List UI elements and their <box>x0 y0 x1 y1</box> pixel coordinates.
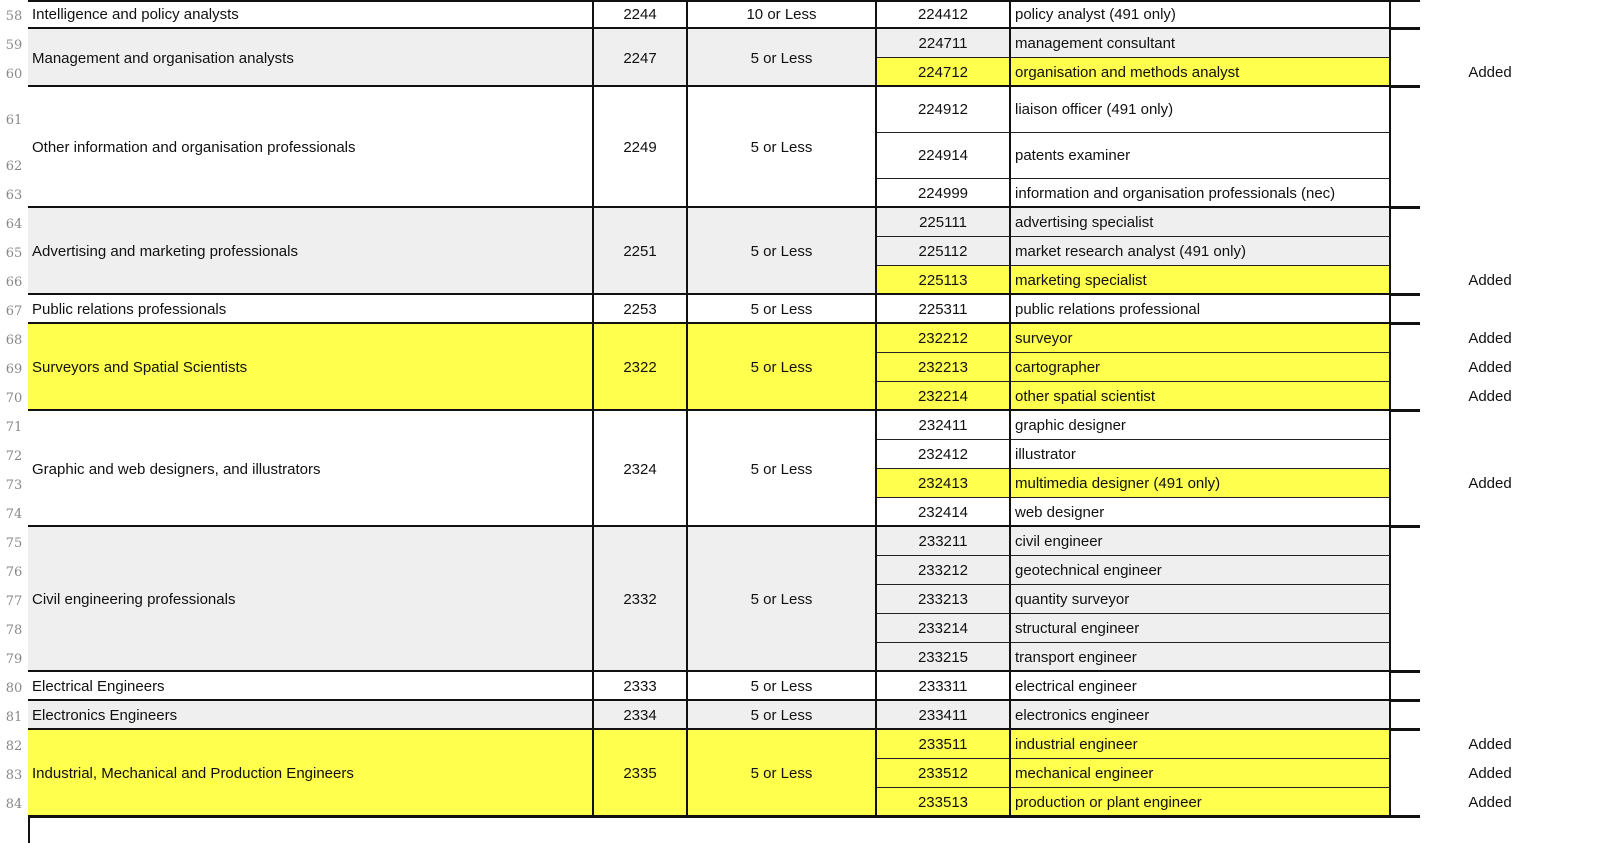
occupation-title-cell[interactable]: illustrator <box>1011 440 1391 469</box>
occupation-code-cell[interactable]: 233511 <box>877 730 1011 759</box>
occupation-code-cell[interactable]: 233212 <box>877 556 1011 585</box>
group-border <box>28 0 1420 2</box>
status-added-cell[interactable]: Added <box>1468 272 1512 289</box>
occupation-title-cell[interactable]: structural engineer <box>1011 614 1391 643</box>
occupation-code-cell[interactable]: 225112 <box>877 237 1011 266</box>
row-number[interactable]: 80 <box>5 681 23 696</box>
group-size-cell[interactable]: 5 or Less <box>688 411 877 527</box>
occupation-title-cell[interactable]: market research analyst (491 only) <box>1011 237 1391 266</box>
group-title-cell[interactable]: Graphic and web designers, and illustrators <box>28 411 594 527</box>
group-title-cell[interactable]: Civil engineering professionals <box>28 527 594 672</box>
occupation-code-cell[interactable]: 224914 <box>877 133 1011 179</box>
occupation-title-cell[interactable]: policy analyst (491 only) <box>1011 0 1391 29</box>
group-size-cell[interactable]: 10 or Less <box>688 0 877 29</box>
row-number[interactable]: 82 <box>5 739 23 754</box>
unit-group-code-cell[interactable]: 2322 <box>594 324 688 411</box>
status-added-cell[interactable]: Added <box>1468 330 1512 347</box>
occupation-title-cell[interactable]: advertising specialist <box>1011 208 1391 237</box>
row-number[interactable]: 62 <box>5 159 23 174</box>
row-number[interactable]: 66 <box>5 275 23 290</box>
occupation-code-cell[interactable]: 224412 <box>877 0 1011 29</box>
group-size-cell[interactable]: 5 or Less <box>688 527 877 672</box>
occupation-code-cell[interactable]: 232414 <box>877 498 1011 527</box>
unit-group-code-cell[interactable]: 2253 <box>594 295 688 324</box>
occupation-title-cell[interactable]: other spatial scientist <box>1011 382 1391 411</box>
occupation-title-cell[interactable]: marketing specialist <box>1011 266 1391 295</box>
occupation-title-cell[interactable]: management consultant <box>1011 29 1391 58</box>
group-title-cell[interactable]: Management and organisation analysts <box>28 29 594 87</box>
row-number[interactable]: 70 <box>5 391 23 406</box>
status-added-cell[interactable]: Added <box>1468 359 1512 376</box>
row-number[interactable]: 71 <box>5 420 23 435</box>
occupation-title-cell[interactable]: web designer <box>1011 498 1391 527</box>
occupation-title-cell[interactable]: civil engineer <box>1011 527 1391 556</box>
group-size-cell[interactable]: 5 or Less <box>688 87 877 208</box>
row-number[interactable]: 76 <box>5 565 23 580</box>
occupation-title-cell[interactable]: mechanical engineer <box>1011 759 1391 788</box>
occupation-code-cell[interactable]: 224999 <box>877 179 1011 208</box>
occupation-code-cell[interactable]: 233311 <box>877 672 1011 701</box>
occupation-code-cell[interactable]: 224711 <box>877 29 1011 58</box>
group-size-cell[interactable]: 5 or Less <box>688 730 877 817</box>
occupation-code-cell[interactable]: 232411 <box>877 411 1011 440</box>
status-added-cell[interactable]: Added <box>1468 388 1512 405</box>
occupation-title-cell[interactable]: patents examiner <box>1011 133 1391 179</box>
row-number[interactable]: 77 <box>5 594 23 609</box>
row-number[interactable]: 60 <box>5 67 23 82</box>
unit-group-code-cell[interactable]: 2244 <box>594 0 688 29</box>
group-title-cell[interactable]: Other information and organisation professionals <box>28 87 594 208</box>
group-title-cell[interactable]: Intelligence and policy analysts <box>28 0 594 29</box>
occupation-title-cell[interactable]: organisation and methods analyst <box>1011 58 1391 87</box>
row-number[interactable]: 83 <box>5 768 23 783</box>
occupation-title-cell[interactable]: quantity surveyor <box>1011 585 1391 614</box>
occupation-code-cell[interactable]: 232212 <box>877 324 1011 353</box>
occupation-title-cell[interactable]: multimedia designer (491 only) <box>1011 469 1391 498</box>
occupation-title-cell[interactable]: transport engineer <box>1011 643 1391 672</box>
status-added-cell[interactable]: Added <box>1468 475 1512 492</box>
status-added-cell[interactable]: Added <box>1468 64 1512 81</box>
row-number[interactable]: 64 <box>5 217 23 232</box>
occupation-code-cell[interactable]: 232412 <box>877 440 1011 469</box>
row-number[interactable]: 75 <box>5 536 23 551</box>
group-size-cell[interactable]: 5 or Less <box>688 29 877 87</box>
unit-group-code-cell[interactable]: 2251 <box>594 208 688 295</box>
occupation-title-cell[interactable]: public relations professional <box>1011 295 1391 324</box>
row-number[interactable]: 79 <box>5 652 23 667</box>
row-number[interactable]: 78 <box>5 623 23 638</box>
row-number[interactable]: 59 <box>5 38 23 53</box>
occupation-title-cell[interactable]: industrial engineer <box>1011 730 1391 759</box>
occupation-code-cell[interactable]: 225111 <box>877 208 1011 237</box>
row-number[interactable]: 58 <box>5 9 23 24</box>
occupation-title-cell[interactable]: liaison officer (491 only) <box>1011 87 1391 133</box>
unit-group-code-cell[interactable]: 2332 <box>594 527 688 672</box>
group-size-cell[interactable]: 5 or Less <box>688 701 877 730</box>
occupation-code-cell[interactable]: 224712 <box>877 58 1011 87</box>
unit-group-code-cell[interactable]: 2335 <box>594 730 688 817</box>
group-size-cell[interactable]: 5 or Less <box>688 672 877 701</box>
occupation-code-cell[interactable]: 233411 <box>877 701 1011 730</box>
occupation-title-cell[interactable]: cartographer <box>1011 353 1391 382</box>
row-number[interactable]: 68 <box>5 333 23 348</box>
group-size-cell[interactable]: 5 or Less <box>688 208 877 295</box>
row-number[interactable]: 72 <box>5 449 23 464</box>
occupation-code-cell[interactable]: 225311 <box>877 295 1011 324</box>
group-title-cell[interactable]: Electrical Engineers <box>28 672 594 701</box>
status-added-cell[interactable]: Added <box>1468 765 1512 782</box>
occupation-title-cell[interactable]: surveyor <box>1011 324 1391 353</box>
occupation-code-cell[interactable]: 232413 <box>877 469 1011 498</box>
row-number[interactable]: 73 <box>5 478 23 493</box>
occupation-code-cell[interactable]: 225113 <box>877 266 1011 295</box>
occupation-title-cell[interactable]: electrical engineer <box>1011 672 1391 701</box>
status-added-cell[interactable]: Added <box>1468 794 1512 811</box>
occupation-code-cell[interactable]: 232214 <box>877 382 1011 411</box>
occupation-title-cell[interactable]: geotechnical engineer <box>1011 556 1391 585</box>
occupation-code-cell[interactable]: 233214 <box>877 614 1011 643</box>
row-number[interactable]: 74 <box>5 507 23 522</box>
occupation-title-cell[interactable]: electronics engineer <box>1011 701 1391 730</box>
group-size-cell[interactable]: 5 or Less <box>688 295 877 324</box>
occupation-title-cell[interactable]: production or plant engineer <box>1011 788 1391 817</box>
row-number[interactable]: 69 <box>5 362 23 377</box>
row-number[interactable]: 67 <box>5 304 23 319</box>
row-number[interactable]: 61 <box>5 113 23 128</box>
occupation-code-cell[interactable]: 233213 <box>877 585 1011 614</box>
occupation-code-cell[interactable]: 232213 <box>877 353 1011 382</box>
row-number[interactable]: 84 <box>5 797 23 812</box>
unit-group-code-cell[interactable]: 2333 <box>594 672 688 701</box>
unit-group-code-cell[interactable]: 2324 <box>594 411 688 527</box>
group-title-cell[interactable]: Public relations professionals <box>28 295 594 324</box>
group-title-cell[interactable]: Industrial, Mechanical and Production Engineers <box>28 730 594 817</box>
occupation-code-cell[interactable]: 233513 <box>877 788 1011 817</box>
group-title-cell[interactable]: Advertising and marketing professionals <box>28 208 594 295</box>
group-border <box>28 815 1420 818</box>
group-title-cell[interactable]: Surveyors and Spatial Scientists <box>28 324 594 411</box>
row-number[interactable]: 63 <box>5 188 23 203</box>
occupation-code-cell[interactable]: 233512 <box>877 759 1011 788</box>
occupation-code-cell[interactable]: 233215 <box>877 643 1011 672</box>
status-added-cell[interactable]: Added <box>1468 736 1512 753</box>
row-number[interactable]: 81 <box>5 710 23 725</box>
row-number[interactable]: 65 <box>5 246 23 261</box>
unit-group-code-cell[interactable]: 2247 <box>594 29 688 87</box>
occupation-title-cell[interactable]: information and organisation professionals (nec) <box>1011 179 1391 208</box>
unit-group-code-cell[interactable]: 2249 <box>594 87 688 208</box>
group-title-cell[interactable]: Electronics Engineers <box>28 701 594 730</box>
occupation-code-cell[interactable]: 224912 <box>877 87 1011 133</box>
unit-group-code-cell[interactable]: 2334 <box>594 701 688 730</box>
occupation-code-cell[interactable]: 233211 <box>877 527 1011 556</box>
occupation-title-cell[interactable]: graphic designer <box>1011 411 1391 440</box>
group-size-cell[interactable]: 5 or Less <box>688 324 877 411</box>
